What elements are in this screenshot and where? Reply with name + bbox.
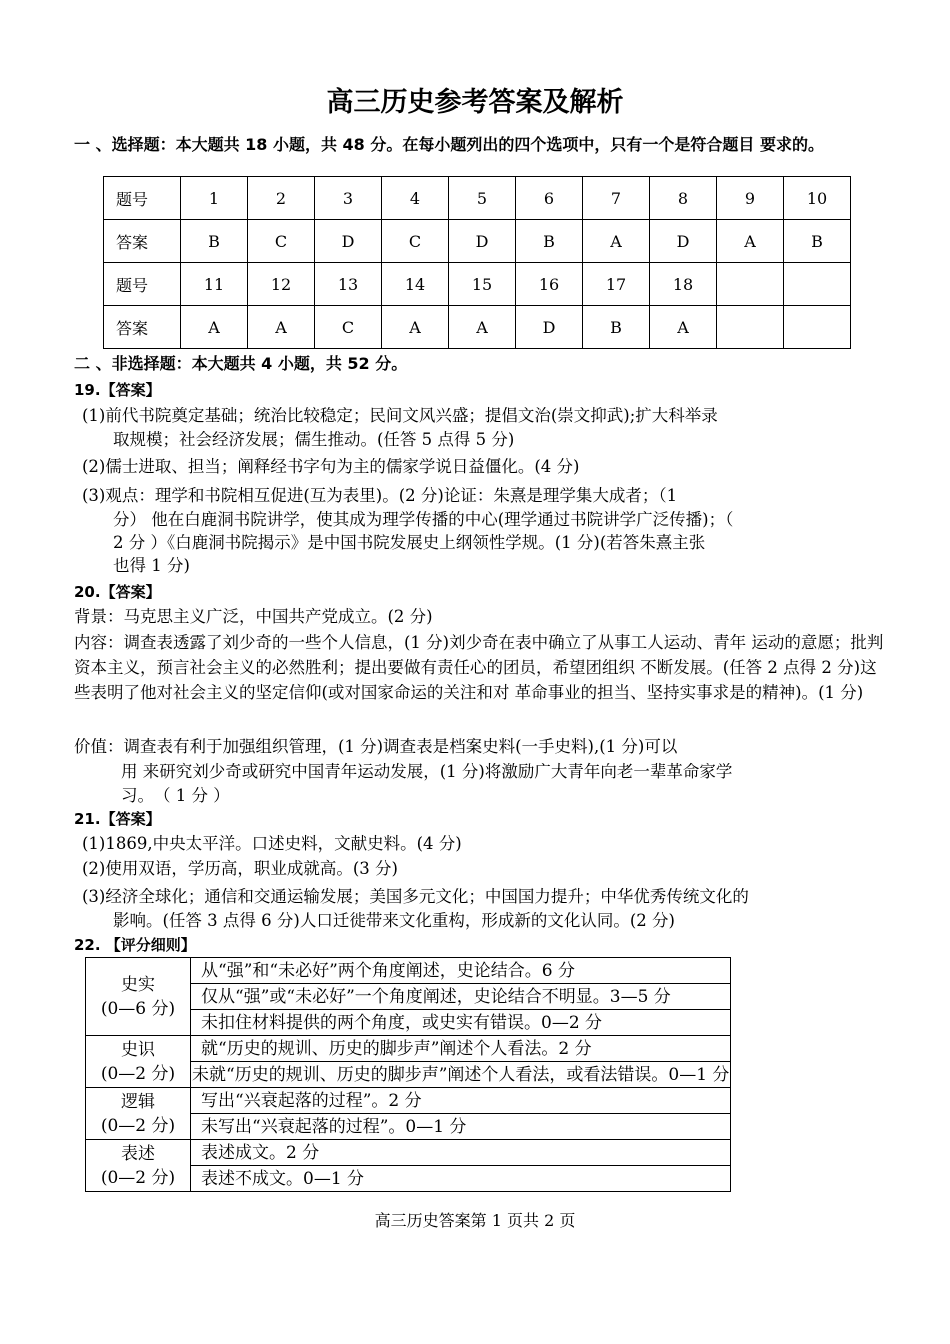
q20-header: 20.【答案】 <box>74 583 161 601</box>
answer-cell: B <box>784 220 851 263</box>
question-number: 14 <box>382 263 449 306</box>
q21-line: 影响。(任答 3 点得 6 分)人口迁徙带来文化重构，形成新的文化认同。(2 分) <box>113 911 675 930</box>
category-name: 史识 <box>121 1039 155 1060</box>
category-name: 史实 <box>121 974 155 995</box>
question-number: 3 <box>315 177 382 220</box>
q19-line: 也得 1 分) <box>113 556 190 575</box>
q19-line: (1)前代书院奠定基础；统治比较稳定；民间文风兴盛；提倡文治(崇文抑武);扩大科举录 <box>82 406 718 425</box>
answer-cell: D <box>516 306 583 349</box>
row-label: 答案 <box>104 306 181 349</box>
rubric-item: 就“历史的规训、历史的脚步声”阐述个人看法。2 分 <box>191 1036 731 1062</box>
question-number: 15 <box>449 263 516 306</box>
rubric-item: 写出“兴衰起落的过程”。2 分 <box>191 1088 731 1114</box>
category-range: (0—2 分) <box>100 1167 176 1188</box>
answer-cell: A <box>248 306 315 349</box>
answer-cell: B <box>181 220 248 263</box>
answer-cell <box>784 306 851 349</box>
page-title: 高三历史参考答案及解析 <box>326 87 624 118</box>
answer-cell <box>717 306 784 349</box>
question-number: 8 <box>650 177 717 220</box>
q21-line: (2)使用双语，学历高，职业成就高。(3 分) <box>82 859 398 878</box>
answer-cell: C <box>248 220 315 263</box>
question-number: 4 <box>382 177 449 220</box>
category-range: (0—6 分) <box>100 998 176 1019</box>
category-range: (0—2 分) <box>100 1063 176 1084</box>
table-row <box>86 1088 731 1114</box>
rubric-item: 未写出“兴衰起落的过程”。0—1 分 <box>191 1114 731 1140</box>
row-label: 题号 <box>104 177 181 220</box>
rubric-category <box>86 1140 191 1192</box>
q21-line: (3)经济全球化；通信和交通运输发展；美国多元文化；中国国力提升；中华优秀传统文化的 <box>82 887 749 906</box>
q19-line: 分） 他在白鹿洞书院讲学，使其成为理学传播的中心(理学通过书院讲学广泛传播)；（ <box>113 510 734 529</box>
page-footer: 高三历史答案第 1 页共 2 页 <box>374 1211 576 1230</box>
question-number: 11 <box>181 263 248 306</box>
question-number: 7 <box>583 177 650 220</box>
table-row <box>86 958 731 984</box>
answer-cell: D <box>449 220 516 263</box>
question-number <box>717 263 784 306</box>
table-row <box>104 263 851 306</box>
answer-cell: A <box>449 306 516 349</box>
question-number: 12 <box>248 263 315 306</box>
question-number: 17 <box>583 263 650 306</box>
answer-cell: A <box>181 306 248 349</box>
q20-value-line: 用 来研究刘少奇或研究中国青年运动发展，(1 分)将激励广大青年向老一辈革命家学 <box>121 762 733 781</box>
question-number: 5 <box>449 177 516 220</box>
q19-line: (3)观点：理学和书院相互促进(互为表里)。(2 分)论证：朱熹是理学集大成者；（1 <box>82 486 678 505</box>
q19-line: (2)儒士进取、担当；阐释经书字句为主的儒家学说日益僵化。(4 分) <box>82 457 580 476</box>
q20-value-line: 价值：调查表有利于加强组织管理，(1 分)调查表是档案史料(一手史料),(1 分)可以 <box>74 737 678 756</box>
answer-cell: B <box>516 220 583 263</box>
question-number: 18 <box>650 263 717 306</box>
question-number: 13 <box>315 263 382 306</box>
answer-cell: A <box>382 306 449 349</box>
rubric-item: 未扣住材料提供的两个角度，或史实有错误。0—2 分 <box>191 1010 731 1036</box>
table-row <box>86 1140 731 1166</box>
section2-heading: 二 、非选择题：本大题共 4 小题，共 52 分。 <box>74 354 408 373</box>
q20-background: 背景：马克思主义广泛，中国共产党成立。(2 分) <box>74 607 433 626</box>
answer-cell: D <box>650 220 717 263</box>
answer-cell: D <box>315 220 382 263</box>
q21-line: (1)1869,中央太平洋。口述史料，文献史料。(4 分) <box>82 834 462 853</box>
rubric-category <box>86 958 191 1036</box>
answer-cell: C <box>315 306 382 349</box>
rubric-item: 表述成文。2 分 <box>191 1140 731 1166</box>
rubric-item: 仅从“强”或“未必好”一个角度阐述，史论结合不明显。3—5 分 <box>191 984 731 1010</box>
q19-line: 取规模；社会经济发展；儒生推动。(任答 5 点得 5 分) <box>113 430 515 449</box>
answer-table <box>103 176 851 349</box>
q20-content: 内容：调查表透露了刘少奇的一些个人信息，(1 分)刘少奇在表中确立了从事工人运动、青年 运动的意愿；批判资本主义，预言社会主义的必然胜利；提出要做有责任心的团员，希望团组织 不断发展。(任答 2 点得 2 分)这些表明了他对社会主义的坚定信仰(或对国家命运的关注和对 革命事业的担当、坚持实事求是的精神)。(1 分) <box>74 633 884 702</box>
rubric-table <box>85 957 731 1192</box>
answer-cell: B <box>583 306 650 349</box>
table-row <box>86 1036 731 1062</box>
answer-cell: A <box>717 220 784 263</box>
answer-cell: A <box>650 306 717 349</box>
answer-cell: A <box>583 220 650 263</box>
q22-header: 22. 【评分细则】 <box>74 936 196 954</box>
question-number: 16 <box>516 263 583 306</box>
question-number: 9 <box>717 177 784 220</box>
answer-cell: C <box>382 220 449 263</box>
q21-header: 21.【答案】 <box>74 810 161 828</box>
question-number: 10 <box>784 177 851 220</box>
table-row <box>104 177 851 220</box>
row-label: 题号 <box>104 263 181 306</box>
row-label: 答案 <box>104 220 181 263</box>
rubric-category <box>86 1036 191 1088</box>
q19-line: 2 分 ）《白鹿洞书院揭示》是中国书院发展史上纲领性学规。(1 分)(若答朱熹主张 <box>113 533 706 552</box>
question-number: 1 <box>181 177 248 220</box>
rubric-item: 表述不成文。0—1 分 <box>191 1166 731 1192</box>
q19-header: 19.【答案】 <box>74 381 161 399</box>
table-row <box>104 306 851 349</box>
section1-heading: 一 、选择题：本大题共 18 小题，共 48 分。在每小题列出的四个选项中，只有一个是符合题目 要求的。 <box>74 135 824 154</box>
q20-value-line: 习。 （ 1 分 ） <box>121 786 230 805</box>
category-name: 逻辑 <box>121 1091 155 1112</box>
question-number: 6 <box>516 177 583 220</box>
table-row <box>104 220 851 263</box>
question-number: 2 <box>248 177 315 220</box>
question-number <box>784 263 851 306</box>
category-name: 表述 <box>121 1143 155 1164</box>
category-range: (0—2 分) <box>100 1115 176 1136</box>
rubric-item: 未就“历史的规训、历史的脚步声”阐述个人看法，或看法错误。0—1 分 <box>191 1062 731 1088</box>
rubric-category <box>86 1088 191 1140</box>
rubric-item: 从“强”和“未必好”两个角度阐述，史论结合。6 分 <box>191 958 731 984</box>
